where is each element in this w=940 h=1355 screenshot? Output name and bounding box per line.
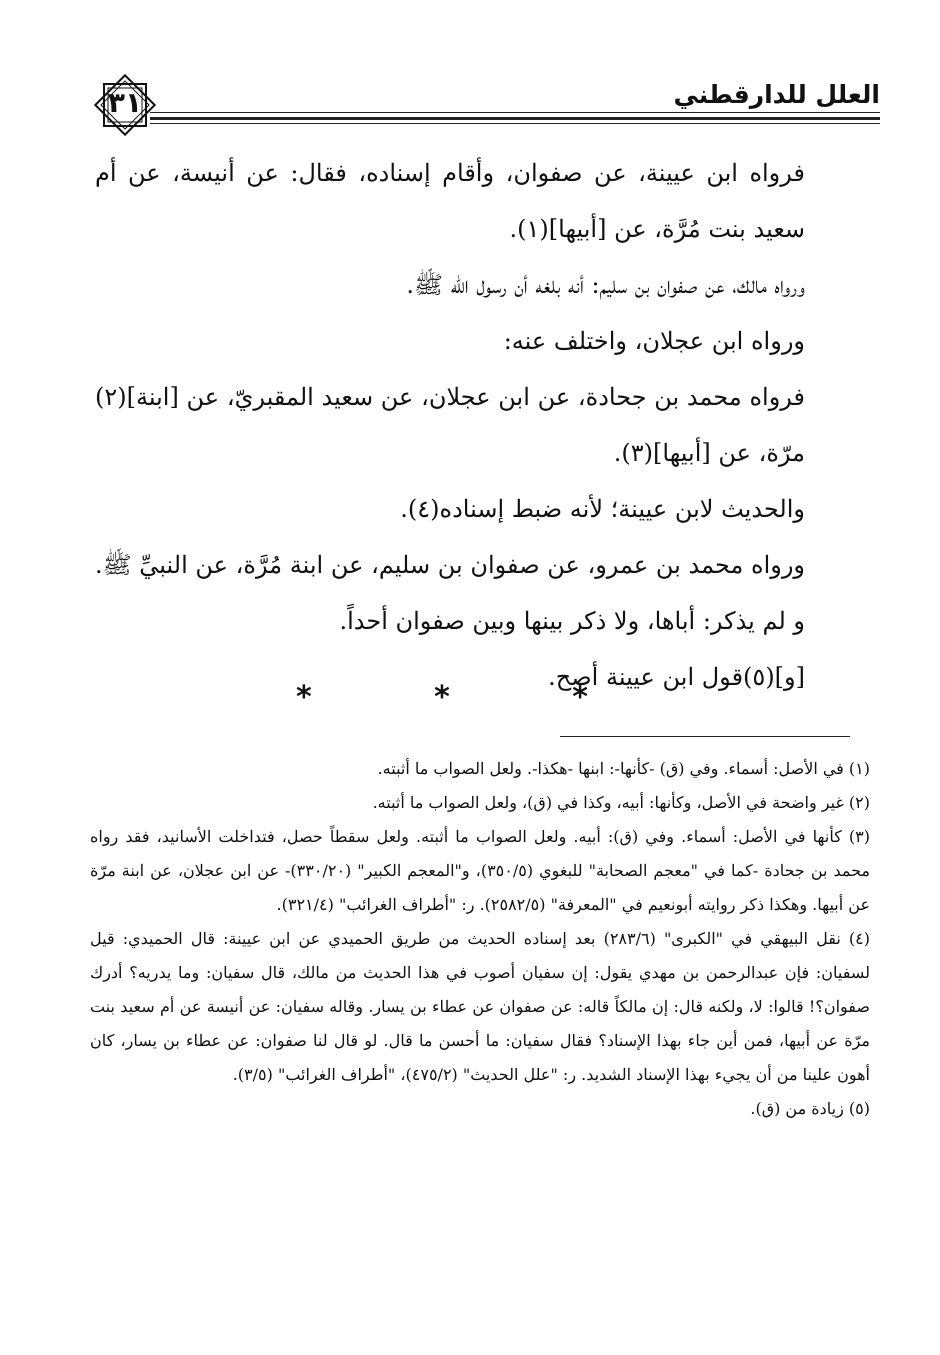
book-title: العلل للدارقطني <box>673 80 880 109</box>
footnote: (٥) زيادة من (ق). <box>750 1099 870 1118</box>
paragraph: [و](٥)قول ابن عيينة أصح. <box>548 663 805 691</box>
header-rule <box>150 112 880 113</box>
footnote: (١) في الأصل: أسماء. وفي (ق) -كأنها-: ابنها -هكذا-. ولعل الصواب ما أثبته. <box>377 759 870 778</box>
paragraph: ورواه مالك، عن صفوان بن سليم: أنه بلغه أن رسول الله ﷺ. <box>406 271 805 299</box>
footnote: (٤) نقل البيهقي في "الكبرى" (٢٨٣/٦) بعد إسناده الحديث من طريق الحميدي عن ابن عيينة: قال الحميدي: قيل لسفيان: فإن عبدالرحمن بن مهدي يقول: إن سفيان أصوب في هذا الحديث من مالك، قال سفيان: وما يدريه؟ أدرك صفوان؟! قالوا: لا، ولكنه قال: إن مالكاً قاله: عن صفوان عن عطاء بن يسار. وقاله سفيان: عن أنيسة عن أم سعيد بنت مرّة عن أبيها، فمن أين جاء بهذا الإسناد؟ فقال سفيان: ما أحسن ما قال. لو قال لنا صفوان: عن عطاء بن يسار، كان أهون علينا من أن يجيء بهذا الإسناد الشديد. ر: "علل الحديث" (٤٧٥/٢)، "أطراف الغرائب" (٣/٥). <box>90 929 870 1084</box>
page-header <box>90 68 880 128</box>
paragraph: ورواه محمد بن عمرو، عن صفوان بن سليم، عن ابنة مُرَّة، عن النبيِّ ﷺ. و لم يذكر: أباها، ولا ذكر بينها وبين صفوان أحداً. <box>95 551 806 635</box>
section-separator: * * * <box>296 680 644 715</box>
paragraph: فرواه محمد بن جحادة، عن ابن عجلان، عن سعيد المقبريّ، عن [ابنة](٢) مرّة، عن [أبيها](٣). <box>95 383 805 467</box>
paragraph: والحديث لابن عيينة؛ لأنه ضبط إسناده(٤). <box>400 495 805 523</box>
page-number-badge <box>90 70 160 140</box>
header-rule <box>150 123 880 124</box>
footnote: (٣) كأنها في الأصل: أسماء. وفي (ق): أبيه. ولعل الصواب ما أثبته. ولعل سقطاً حصل، فتداخلت الأسانيد، فقد رواه محمد بن جحادة -كما في "معجم الصحابة" للبغوي (٣٥٠/٥)، و"المعجم الكبير" (٣٣٠/٢٠)- عن ابن عجلان، عن ابنة مرّة عن أبيها. وهكذا ذكر روايته أبونعيم في "المعرفة" (٢٥٨٢/٥). ر: "أطراف الغرائب" (٣٢١/٤). <box>90 827 871 914</box>
footnote: (٢) غير واضحة في الأصل، وكأنها: أبيه، وكذا في (ق)، ولعل الصواب ما أثبته. <box>372 793 870 812</box>
footnote-divider <box>560 736 850 737</box>
header-rule <box>150 117 880 120</box>
footnotes <box>90 752 870 1126</box>
main-text <box>95 145 865 705</box>
page-number: ٣١ <box>107 86 143 119</box>
paragraph: ورواه ابن عجلان، واختلف عنه: <box>503 327 805 355</box>
paragraph: فرواه ابن عيينة، عن صفوان، وأقام إسناده، فقال: عن أنيسة، عن أم سعيد بنت مُرَّة، عن [أبيها](١). <box>95 159 805 243</box>
